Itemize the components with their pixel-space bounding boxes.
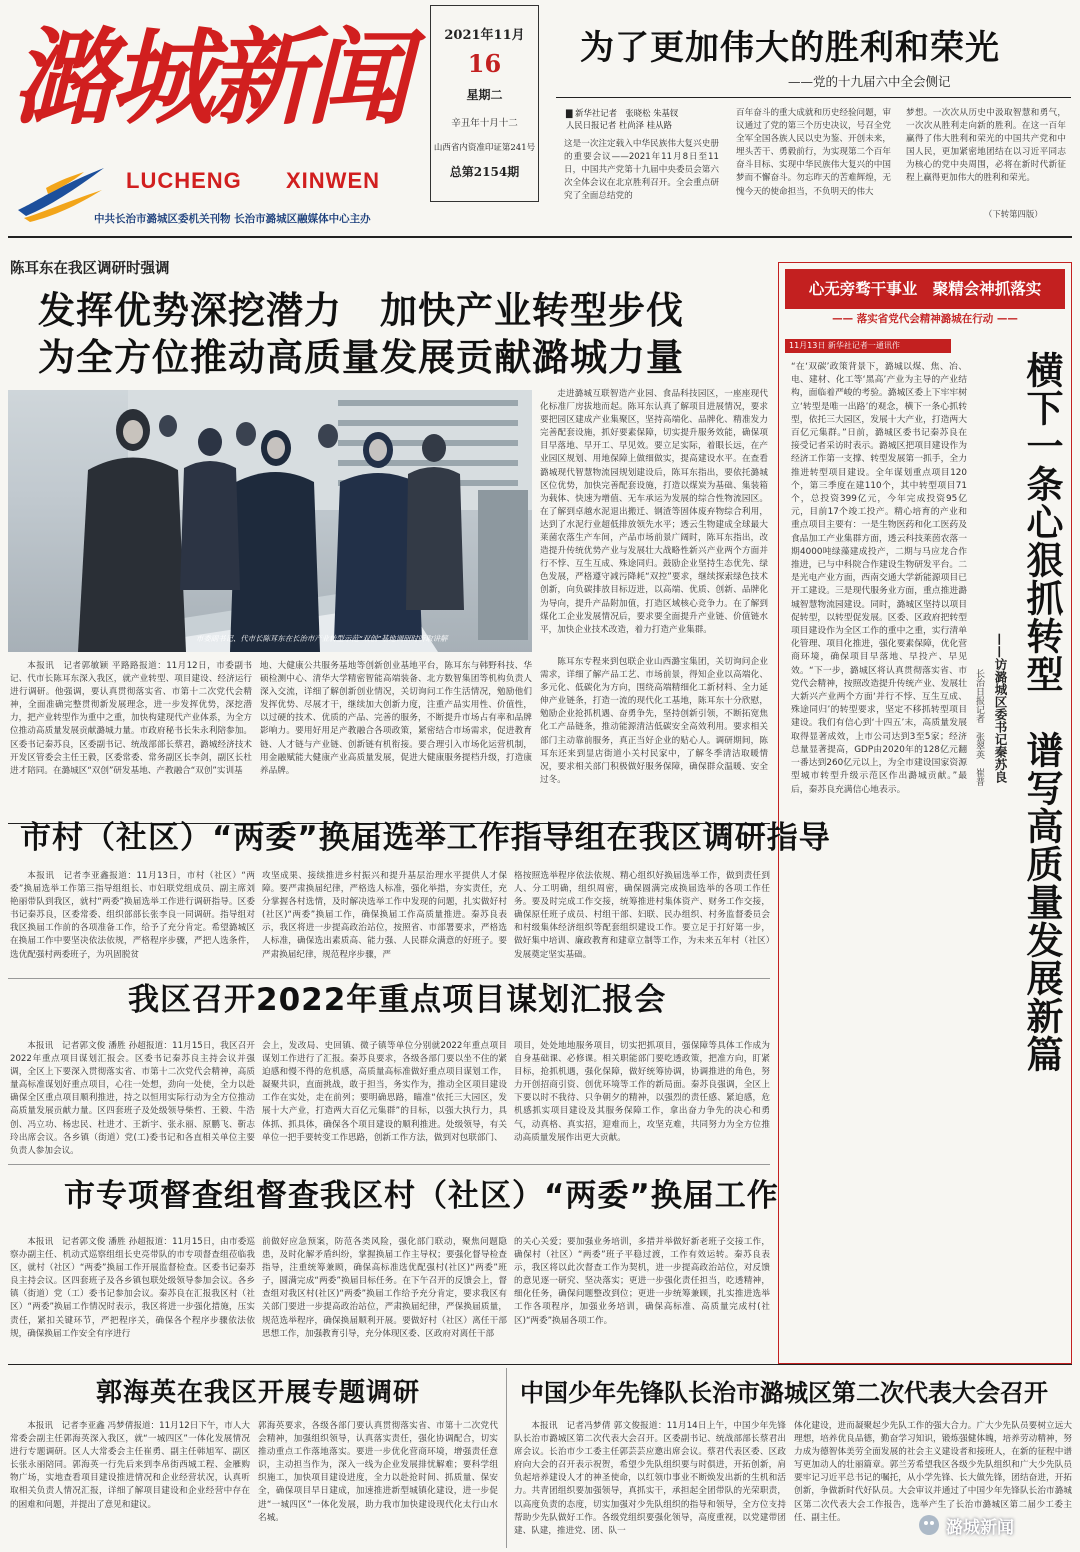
paragraph: 这是一次注定载入中华民族伟大复兴史册的重要会议——2021年11月8日至11日，中国共产党第十九届中央委员会第六次全体会议在北京胜利召开。全会重点研究了全面总结党的 bbox=[564, 139, 719, 202]
photo-scene bbox=[8, 390, 532, 652]
paragraph: “在‘双碳’政策背景下，潞城以煤、焦、冶、电、建材、化工等‘黑高’产业为主导的产业结构，面临着严峻的考验。潞城区委上下牢牢树立‘转型是唯一出路’的观念，横下一条心抓转型，依托三大园区，发展十大产业，打造两大百亿元集群。”日前，潞城区委书记秦苏良在接受记者采访时表示。潞城区把项目建设作为经济工作第一支撑、转型发展第一抓手，全力推进转型项目建设。全年谋划重点项目120个，第三季度在建110个，其中转型项目71个，总投资399亿元，今年完成投资95亿元，目前17个竣工投产。精心培育的产业和重点项目主要有：一是生物医药和化工医药及食品加工产业集群方面，透云科技莱茵农落一期4000吨绿藻建成投产，二期与马应龙合作推进，已与中科院合作建设生物研发平台。二是光电产业方面，西南交通大学新能源项目已开工建设。三是现代服务业方面，重点推进潞城智慧物流园建设。同时，潞城区坚持以项目促转型，以转型促发展。区委、区政府把转型项目建设作为全区工作的重中之重，实行清单化管理、项目化推进，强化要素保障，优化营商环境，确保项目早落地、早投产、早见效。“下一步，潞城区将认真贯彻落实省、市党代会精神，按照改造提升传统产业、发展壮大新兴产业两个方面‘并行不悖、互生互成、殊途同归’的转型要求，坚定不移抓转型项目建设。我们有信心到‘十四五’末，高质量发展取得显著成效，上市公司达到3至5家；经济总量显著提高，GDP由2020年的128亿元翻一番达到260亿元以上，为全市建设国家资源型城市转型升级示范区作出潞城贡献。”最后，秦苏良充满信心地表示。 bbox=[791, 362, 967, 795]
masthead-pinyin-1: LUCHENG bbox=[126, 168, 242, 193]
lead-title-1: 发挥优势深挖潜力 加快产业转型步伐 bbox=[38, 289, 684, 332]
paragraph: 走进潞城互联智造产业园、食品科技园区，一座座现代化标准厂房拔地而起。陈耳东认真了解项目进展情况，要求要把园区建成产业集聚区，坚持高端化、品牌化、精准发力完善配套设施，抓好要素保障，切实提升服务效能，确保项目早落地、早开工、早见效。要立足实际，着眼长远，在产业园区规划、用地保障上做细做实，提高建设水平。在查看潞城现代智慧物流园规划建设后，陈耳东指出，要依托潞城区位优势，加快完善配套设施，打造以煤炭为基础、集装箱为载体、快速为增值、无车承运为发展的综合性物流园区。在了解到卓越水泥退出搬迁、钢渣等固体废弃物综合利用，达到了水泥行业超低排放领先水平；透云生物建成全球最大莱菌农落生产车间，产品市场前景广阔时，陈耳东指出，改造提升传统优势产业与发展壮大战略性新兴产业两个方面并行不悖、互生互成、殊途同归。鼓励企业坚持生态优先、绿色发展，严格遵守减污降耗“双控”要求，继续探索绿色技术创新，向负碳排放目标迈进，以高端、优质、创新、品牌化为导向，提升产品附加值，打造区域核心竞争力。在了解到煤化工企业发展情况后，要求要全面提升产业链、价值链水平，加快企业技术改造，着力打造产业集群。 bbox=[540, 389, 768, 635]
story4-title: 市专项督查组督查我区村（社区）“两委”换届工作 bbox=[64, 1178, 779, 1214]
date-box bbox=[430, 5, 539, 202]
lead-photo bbox=[8, 390, 532, 652]
byline-line: ▇ 新华社记者 张晓松 朱基钗 bbox=[566, 108, 679, 118]
story5-col-1 bbox=[10, 1420, 250, 1546]
story3-col-2 bbox=[262, 1040, 507, 1160]
sidebar-banner-sub: —— 落实省党代会精神潞城在行动 —— bbox=[832, 313, 1018, 325]
paragraph: 的关心关爱；要加强业务培训，多措并举做好新老班子交接工作，确保村（社区）“两委”班子平稳过渡，工作有效运转。秦苏良表示，我区将以此次督查工作为契机，进一步提高政治站位，对反馈的意见逐一研究、坚决落实；更进一步强化责任担当，吃透精神，细化任务，确保问题整改到位；更进一步统筹兼顾，扎实推进选举工作各项程序，加强业务培训，确保高标准、高质量完成村(社区)“两委”换届各项工作。 bbox=[514, 1237, 770, 1326]
lead-kicker: 陈耳东在我区调研时强调 bbox=[10, 261, 170, 277]
paragraph: 格按照选举程序依法依规、精心组织好换届选举工作，做到责任到人、分工明确，组织周密，确保圆满完成换届选举的各项工作任务。要及时完成工作交接，统筹推进村集体资产、财务工作交接，确保原任班子成员、村组干部、妇联、民办组织、村务监督委员会和村级集体经济组织等配套组织建设工作。要立足于打好第一步，做好集中培训、廉政教育和建章立制等工作，为未来五年村（社区）发展奠定坚实基础。 bbox=[514, 871, 770, 960]
story4-col-1 bbox=[10, 1236, 255, 1354]
sidebar-title: 横下一条心狠抓转型 谱写高质量发展新篇 bbox=[1020, 351, 1063, 1073]
paragraph: 本报讯 记者郭文俊 潘胜 孙超报道：11月15日，我区召开2022年重点项目谋划汇报会。区委书记秦苏良主持会议并强调，全区上下要深入贯彻落实省、市第十二次党代会精神，高质量高标准谋划好重点项目，心往一处想，劲向一处使，全力以赴确保全区重点项目顺利推进，持之以恒用实际行动为全方位推动高质量发展贡献力量。区四套班子及处级领导柴哲、王毅、牛浩创、冯立功、杨忠民、杜进才、王新宇、张永丽、原鹏飞、靳志玲出席会议。各乡镇（街道）党(工)委书记和各直相关单位主要负责人参加会议。 bbox=[10, 1041, 255, 1156]
story5-title: 郭海英在我区开展专题调研 bbox=[96, 1378, 421, 1408]
top-story-col-2 bbox=[736, 107, 891, 219]
paragraph: 本报讯 记者郭敏颖 平路路报道：11月12日，市委副书记、代市长陈耳东深入我区，就产业转型、项目建设、经济运行进行调研。他强调，要认真贯彻落实省、市第十二次党代会精神，全面准确完整贯彻新发展理念，进一步发挥优势，深挖潜力，把产业转型作为重中之重，加快构建现代产业体系，为全方位推动高质量发展贡献潞城力量。市政府秘书长朱永利陪参加。区委书记秦苏良，区委副书记、统战部部长蔡君，潞城经济技术开发区管委会主任王毅，区委常委、常务副区长李剑，副区长杜进才陪同。在潞城区“双创”研发基地、产教融合“双创”实训基 bbox=[10, 661, 252, 776]
lead-col-3 bbox=[540, 388, 768, 650]
sidebar bbox=[778, 262, 1072, 1364]
paragraph: 前做好应急预案，防范各类风险，强化部门联动，聚焦问题隐患，及时化解矛盾纠纷，掌握换届工作主导权；要强化督导检查指导，注重统筹兼顾，确保高标准选优配强村(社区)“两委”班子，圆满完成“两委”换届目标任务。在下午召开的反馈会上，督查组对我区村(社区)“两委”换届工作给予充分肯定，要求我区有关部门要进一步提高政治站位，严肃换届纪律，严保换届质量，规范选举程序，确保换届顺利开展。要做好村（社区）离任干部思想工作，加强教育引导，充分体现区委、区政府对离任干部 bbox=[262, 1237, 507, 1339]
paragraph: 陈耳东专程来到包联企业山西潞宝集团，关切询问企业需求，详细了解产品工艺、市场前景，得知企业以高端化、多元化、低碳化为方向，围绕高端精细化工新材料、全力延伸产业链条，打造一流的现代化工基地，陈耳东十分欣慰，勉励企业抢抓机遇、奋勇争先，坚持创新引领，不断拓宽焦化工产品链条，推动能源清洁低碳安全高效利用。要求相关部门主动靠前服务，真正当好企业的贴心人。调研期间，陈耳东还来到显店街道小关村民家中，了解冬季清洁取暖情况，要求相关部门积极做好服务保障，确保群众温暖、安全过冬。 bbox=[540, 657, 768, 785]
paragraph: 本报讯 记者冯梦倩 郭文俊报道：11月14日上午，中国少年先锋队长治市潞城区第二次代表大会召开。区委副书记、统战部部长蔡君出席会议。长治市少工委主任郭芸芸应邀出席会议。蔡君代表区委、区政府向大会的召开表示祝贺，希望少先队组织要与时俱进，开拓创新，肩负起培养建设人才的神圣使命，以红领巾事业不断焕发出新的生机和活力。共青团组织要加强领导，真抓实干，承担起全团带队的光荣职责，以高度负责的态度，切实加强对少先队组织的指导和领导，全方位支持帮助少先队做好工作。各级党组织要强化领导，高度重视，以党建带团建、队建，推进党、团、队一 bbox=[514, 1421, 786, 1536]
story6-title: 中国少年先锋队长治市潞城区第二次代表大会召开 bbox=[520, 1379, 1048, 1407]
date-year-month: 2021年11月 bbox=[444, 28, 525, 43]
paragraph: 会上，发改局、史回镇、微子镇等单位分别就2022年重点项目谋划工作进行了汇报。秦苏良要求，各级各部门要以坐不住的紧迫感和慢不得的危机感，高质量高标准做好重点项目谋划工作，凝聚共识，直面挑战，敢于担当，务实作为，推动全区项目建设工作在实处，走在前列；要明确思路，瞄准“依托三大园区，发展十大产业，打造两大百亿元集群”的目标，以强大执行力，具体抓、抓具体，确保各个项目建设的顺利推进。处级领导，有关单位一把手要转变工作思路，创新工作方法，做到对包联部门、 bbox=[262, 1041, 507, 1143]
lead-col-1 bbox=[10, 660, 252, 818]
paragraph: 郭海英要求，各级各部门要认真贯彻落实省、市第十二次党代会精神，加强组织领导，认真落实责任，强化协调配合，切实推动重点工作落地落实。要进一步优化营商环境，增强责任意识，主动担当作为，深入一线为企业发展排忧解难；要科学组织施工，加快项目建设进度，全力以赴抢时间、抓质量、保安全，确保项目早日建成，加速推进新型城镇化建设，进一步促进“一城四区”一体化发展，助力我市加快建设现代化太行山水名城。 bbox=[258, 1421, 498, 1523]
paragraph: 本报讯 记者郭文俊 潘胜 孙超报道：11月15日，由市委巡察办副主任、机动式巡察组组长史亮带队的市专项督查组莅临我区，就村（社区）“两委”换届工作开展监督检查。区委书记秦苏良主持会议。区四套班子及各乡镇包联处级领导参加会议。各乡镇（街道）党（工）委书记参加会议。秦苏良在汇报我区村（社区）“两委”换届工作情况时表示，我区将进一步强化措施，压实责任，紧扣关键环节，严把程序关，确保各个程序步骤依法依规，确保换届工作安全有序进行 bbox=[10, 1237, 255, 1339]
story4-col-3 bbox=[514, 1236, 770, 1354]
story2-col-2 bbox=[262, 870, 507, 976]
date-lunar: 辛丑年十月十二 bbox=[451, 118, 518, 129]
date-code: 山西省内资准印证第241号 bbox=[433, 143, 536, 153]
divider bbox=[8, 1164, 770, 1165]
top-story-rule bbox=[556, 97, 1071, 98]
top-story-col-1 bbox=[564, 138, 719, 218]
paragraph: 项目，处处地地服务项目，切实把抓项目，强保障等具体工作成为自身基础课、必修课。相关职能部门要吃透政策，把准方向，盯紧目标，抢抓机遇，强化保障，做好统筹协调，协调推进的角色，努力开创招商引资、创优环境等工作的新局面。秦苏良强调，全区上下要以时不我待、只争朝夕的精神，以强烈的责任感、紧迫感，危机感抓实项目建设及其服务保障工作，拿出奋力争先的决心和勇气，动真格、真实招，迎难而上，攻坚克难，共同努力为全方位推动高质量发展作出更大贡献。 bbox=[514, 1041, 770, 1143]
lead-title-2: 为全方位推动高质量发展贡献潞城力量 bbox=[38, 336, 684, 379]
paragraph: 体化建设，进而凝聚起少先队工作的强大合力。广大少先队员要树立远大理想，培养优良品德，勤奋学习知识，锻炼强健体魄，培养劳动精神，努力成为德智体美劳全面发展的社会主义建设者和接班人，在新的征程中谱写更加动人的壮丽篇章。郭兰芳希望我区各级少先队组织和广大少先队员要牢记习近平总书记的嘱托，从小学先锋、长大做先锋，团结奋进，开拓创新，争做新时代好队员。大会审议并通过了中国少年先锋队长治市潞城区第二次代表大会工作报告，选举产生了长治市潞城区第二届少工委主任、副主任。 bbox=[794, 1421, 1072, 1523]
top-story-byline bbox=[566, 107, 716, 131]
paragraph: 地、大健康公共服务基地等创新创业基地平台，陈耳东与韩野科技、华硕检测中心、清华大学精密智能高端装备、北方数智集团等机构负责人深入交流，详细了解创新创业情况，关切询问工作生活情况，勉励他们发挥优势、尽展才干，继续加大创新力度，注重产品实用性、价值性，以过硬的技术、优质的产品、完善的服务，不断提升市场占有率和品牌影响力。要用好用足产教融合各项政策，紧密结合市场需求，促进教育链、人才链与产业链、创新链有机衔接。要合理引入市场化运营机制，用金融赋能大健康产业高质量发展，促进大健康服务提档升级，打造康养品牌。 bbox=[260, 661, 532, 776]
top-story-title: 为了更加伟大的胜利和荣光 bbox=[580, 28, 1000, 68]
watermark bbox=[918, 1510, 1068, 1540]
sidebar-banner-text: 心无旁骛干事业 聚精会神抓落实 bbox=[808, 280, 1042, 298]
photo-caption: 市委副书记、代市长陈耳东在长治市产业转型示范“双创”基地调研时听取讲解 bbox=[196, 634, 448, 643]
paragraph: 本报讯 记者李亚鑫 冯梦倩报道：11月12日下午，市人大常委会副主任郭海英深入我区，就“一城四区”一体化发展情况进行专题调研。区人大常委会主任崔勇、副主任韩旭军、副区长张永丽陪同。郭海英一行先后来到李帛街西城工程、金雁购物广场，实地查看项目建设推进情况和企业经营状况，认真听取相关负责人情况汇报，详细了解项目建设和企业经营中存在的困难和问题，并提出了意见和建议。 bbox=[10, 1421, 250, 1510]
date-issue: 总第2154期 bbox=[449, 165, 520, 179]
date-weekday: 星期二 bbox=[466, 88, 503, 102]
masthead-sponsors: 中共长治市潞城区委机关刊物 长治市潞城区融媒体中心主办 bbox=[94, 213, 371, 225]
story2-title: 市村（社区）“两委”换届选举工作指导组在我区调研指导 bbox=[20, 820, 831, 856]
story3-title: 我区召开2022年重点项目谋划汇报会 bbox=[128, 982, 667, 1018]
sidebar-byline: 长治日报记者 张翠英 崔普 bbox=[974, 669, 984, 786]
lead-col-2 bbox=[260, 660, 532, 818]
paragraph: 梦想。一次次从历史中汲取智慧和勇气，一次次从胜利走向新的胜利。在这一百年赢得了伟大胜利和荣光的中国共产党和中国人民，更加紧密地团结在以习近平同志为核心的党中央周围，必将在新时代新征程上赢得更加伟大的胜利和荣光。 bbox=[906, 108, 1066, 184]
story4-col-2 bbox=[262, 1236, 507, 1354]
story3-col-3 bbox=[514, 1040, 770, 1160]
sidebar-date-tag: 11月13日 新华社记者一通讯作 bbox=[785, 339, 951, 353]
story5-col-2 bbox=[258, 1420, 498, 1546]
sidebar-banner bbox=[785, 269, 1065, 309]
masthead-pinyin-2: XINWEN bbox=[286, 168, 380, 193]
watermark-text: 潞城新闻 bbox=[946, 1517, 1014, 1538]
watermark-logo-icon bbox=[918, 1514, 940, 1536]
top-story-jump: （下转第四版） bbox=[984, 209, 1043, 219]
paragraph: 本报讯 记者李亚鑫报道：11月13日，市村（社区）“两委”换届选举工作第三指导组组长、市妇联党组成员、副主席刘艳丽带队到我区，就村“两委”换届选举工作进行调研指导。区委书记秦苏良，区委常委、组织部部长张李良一同调研。指导组对我区换届工作前的各项准备工作，给予了充分肯定。希望潞城区在换届工作中要坚决依法依规，严格程序步骤，严把人选条件，选优配强村两委班子，为巩固脱贫 bbox=[10, 871, 255, 960]
byline-line: 人民日报记者 杜尚泽 桂从路 bbox=[566, 120, 672, 130]
divider bbox=[8, 1364, 1072, 1365]
masthead-rule bbox=[8, 236, 1072, 238]
story2-col-3 bbox=[514, 870, 770, 976]
paragraph: 百年奋斗的重大成就和历史经验问题，审议通过了党的第三个历史决议，号召全党全军全国各族人民以史为鉴、开创未来，埋头苦干、勇毅前行，为实现第二个百年奋斗目标、实现中华民族伟大复兴的中国梦而不懈奋斗。勿忘昨天的苦难辉煌，无愧今天的使命担当，不负明天的伟大 bbox=[736, 108, 891, 197]
sidebar-subtitle: ——访潞城区委书记秦苏良 bbox=[993, 633, 1008, 783]
top-story-subtitle: ——党的十九届六中全会侧记 bbox=[788, 74, 951, 89]
story2-col-1 bbox=[10, 870, 255, 976]
top-story-col-3 bbox=[906, 107, 1066, 207]
story6-col-1 bbox=[514, 1420, 786, 1546]
column-divider bbox=[506, 1368, 507, 1548]
masthead bbox=[8, 8, 424, 233]
story3-col-1 bbox=[10, 1040, 255, 1160]
lead-col-4 bbox=[540, 656, 768, 816]
paragraph: 攻坚成果、接续推进乡村振兴和提升基层治理水平提供人才保障。要严肃换届纪律，严格选人标准，强化举措，夯实责任，充分掌握各村选情，及时解决选举工作中发现的问题，扎实做好村(社区)“两委”换届工作，确保换届工作高质量推进。秦苏良表示，我区将进一步提高政治站位，按照省、市部署要求，严格选人标准，确保选出素质高、能力强、人民群众满意的好班子。要严肃换届纪律，规范程序步骤，严 bbox=[262, 871, 507, 960]
date-day: 16 bbox=[467, 49, 502, 78]
masthead-title: 潞城新闻 bbox=[12, 16, 405, 139]
